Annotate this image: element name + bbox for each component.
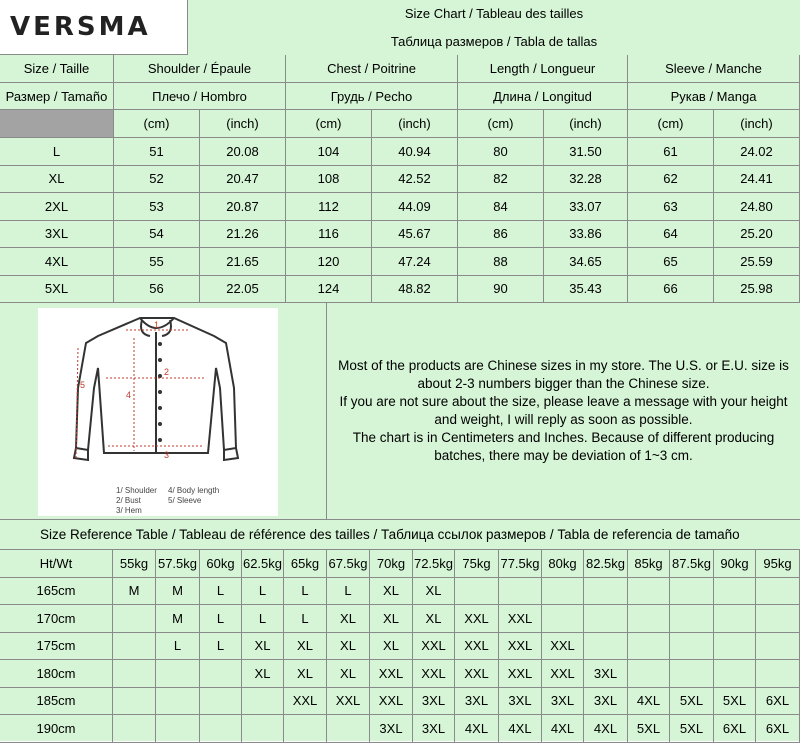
size-recommendation bbox=[327, 715, 370, 743]
size-recommendation: 3XL bbox=[584, 660, 628, 688]
size-recommendation bbox=[113, 605, 156, 633]
note-line: Most of the products are Chinese sizes in my store. The U.S. or E.U. size is bbox=[338, 358, 789, 373]
size-value: 48.82 bbox=[372, 276, 458, 304]
weight-header: 72.5kg bbox=[413, 550, 455, 578]
size-value: 20.87 bbox=[200, 193, 286, 221]
size-value: 66 bbox=[628, 276, 714, 304]
size-recommendation: L bbox=[200, 633, 242, 661]
size-recommendation bbox=[455, 578, 499, 606]
size-recommendation bbox=[756, 605, 800, 633]
size-recommendation: XL bbox=[370, 605, 413, 633]
weight-header: 95kg bbox=[756, 550, 800, 578]
size-recommendation: L bbox=[156, 633, 200, 661]
measure-header: Shoulder / Épaule bbox=[114, 55, 286, 83]
size-value: 47.24 bbox=[372, 248, 458, 276]
size-recommendation: 3XL bbox=[499, 688, 542, 716]
note-line: batches, there may be deviation of 1~3 cm. bbox=[434, 448, 693, 463]
brand-logo: VERSMA bbox=[0, 0, 188, 55]
size-recommendation: 6XL bbox=[756, 715, 800, 743]
size-recommendation: 5XL bbox=[670, 715, 714, 743]
size-recommendation: L bbox=[200, 578, 242, 606]
size-recommendation: XL bbox=[327, 660, 370, 688]
weight-header: 65kg bbox=[284, 550, 327, 578]
size-recommendation: XXL bbox=[542, 660, 584, 688]
size-value: 44.09 bbox=[372, 193, 458, 221]
size-value: 61 bbox=[628, 138, 714, 166]
grey-cell bbox=[0, 110, 114, 138]
size-label: 2XL bbox=[0, 193, 114, 221]
weight-header: 55kg bbox=[113, 550, 156, 578]
size-label: 3XL bbox=[0, 221, 114, 249]
height-label: 170cm bbox=[0, 605, 113, 633]
ht-wt-header: Ht/Wt bbox=[0, 550, 113, 578]
size-recommendation: XXL bbox=[413, 633, 455, 661]
size-value: 54 bbox=[114, 221, 200, 249]
diagram-number-1: 1 bbox=[154, 320, 160, 330]
size-recommendation: XXL bbox=[499, 660, 542, 688]
size-label: 4XL bbox=[0, 248, 114, 276]
size-recommendation bbox=[756, 660, 800, 688]
size-recommendation: XL bbox=[413, 605, 455, 633]
size-header: Size / Taille bbox=[0, 55, 114, 83]
size-value: 112 bbox=[286, 193, 372, 221]
size-recommendation: XXL bbox=[455, 633, 499, 661]
size-recommendation bbox=[628, 660, 670, 688]
size-recommendation: 3XL bbox=[542, 688, 584, 716]
size-recommendation: XXL bbox=[370, 688, 413, 716]
size-value: 53 bbox=[114, 193, 200, 221]
size-recommendation: 4XL bbox=[455, 715, 499, 743]
size-recommendation bbox=[628, 578, 670, 606]
size-value: 88 bbox=[458, 248, 544, 276]
size-value: 56 bbox=[114, 276, 200, 304]
shirt-diagram bbox=[38, 308, 278, 516]
size-recommendation: 6XL bbox=[714, 715, 756, 743]
chart-title bbox=[188, 0, 800, 55]
size-recommendation: 3XL bbox=[413, 715, 455, 743]
title-line-2: Таблица размеров / Tabla de tallas bbox=[390, 34, 598, 49]
size-value: 22.05 bbox=[200, 276, 286, 304]
size-value: 25.59 bbox=[714, 248, 800, 276]
size-recommendation bbox=[113, 660, 156, 688]
size-value: 24.02 bbox=[714, 138, 800, 166]
weight-header: 75kg bbox=[455, 550, 499, 578]
size-recommendation bbox=[542, 605, 584, 633]
weight-header: 70kg bbox=[370, 550, 413, 578]
size-value: 42.52 bbox=[372, 166, 458, 194]
legend-bust: 2/ Bust bbox=[116, 496, 141, 505]
size-recommendation: XXL bbox=[455, 605, 499, 633]
size-recommendation: XL bbox=[284, 660, 327, 688]
size-value: 80 bbox=[458, 138, 544, 166]
size-recommendation: XL bbox=[242, 633, 284, 661]
size-recommendation bbox=[113, 633, 156, 661]
size-recommendation bbox=[584, 633, 628, 661]
size-value: 52 bbox=[114, 166, 200, 194]
height-label: 180cm bbox=[0, 660, 113, 688]
size-recommendation bbox=[584, 605, 628, 633]
size-recommendation: XXL bbox=[455, 660, 499, 688]
unit-cm: (cm) bbox=[286, 110, 372, 138]
size-recommendation: L bbox=[327, 578, 370, 606]
unit-inch: (inch) bbox=[544, 110, 628, 138]
size-value: 21.26 bbox=[200, 221, 286, 249]
size-recommendation bbox=[756, 633, 800, 661]
size-value: 120 bbox=[286, 248, 372, 276]
shirt-diagram-svg bbox=[38, 308, 278, 516]
weight-header: 82.5kg bbox=[584, 550, 628, 578]
size-value: 65 bbox=[628, 248, 714, 276]
size-value: 34.65 bbox=[544, 248, 628, 276]
note-line: The chart is in Centimeters and Inches. Because of different producing bbox=[352, 430, 775, 445]
size-value: 124 bbox=[286, 276, 372, 304]
diagram-number-5: 5 bbox=[80, 380, 86, 390]
size-value: 64 bbox=[628, 221, 714, 249]
size-recommendation: XL bbox=[327, 633, 370, 661]
size-recommendation bbox=[714, 605, 756, 633]
size-value: 33.86 bbox=[544, 221, 628, 249]
size-value: 62 bbox=[628, 166, 714, 194]
size-value: 45.67 bbox=[372, 221, 458, 249]
size-recommendation bbox=[714, 660, 756, 688]
size-recommendation: XL bbox=[370, 578, 413, 606]
size-recommendation bbox=[714, 633, 756, 661]
unit-inch: (inch) bbox=[372, 110, 458, 138]
measure-header: Chest / Poitrine bbox=[286, 55, 458, 83]
size-recommendation: M bbox=[113, 578, 156, 606]
size-recommendation: 5XL bbox=[670, 688, 714, 716]
size-value: 32.28 bbox=[544, 166, 628, 194]
size-recommendation: XXL bbox=[499, 605, 542, 633]
size-recommendation bbox=[628, 633, 670, 661]
size-recommendation bbox=[113, 715, 156, 743]
size-value: 116 bbox=[286, 221, 372, 249]
size-recommendation bbox=[670, 578, 714, 606]
size-recommendation: XL bbox=[370, 633, 413, 661]
size-value: 63 bbox=[628, 193, 714, 221]
diagram-number-4: 4 bbox=[126, 390, 132, 400]
size-recommendation: 5XL bbox=[714, 688, 756, 716]
size-value: 20.08 bbox=[200, 138, 286, 166]
size-recommendation: M bbox=[156, 605, 200, 633]
diagram-number-2: 2 bbox=[164, 367, 170, 377]
size-recommendation bbox=[113, 688, 156, 716]
unit-inch: (inch) bbox=[714, 110, 800, 138]
size-recommendation: 3XL bbox=[455, 688, 499, 716]
size-recommendation bbox=[756, 578, 800, 606]
size-value: 55 bbox=[114, 248, 200, 276]
height-label: 190cm bbox=[0, 715, 113, 743]
size-recommendation: 4XL bbox=[499, 715, 542, 743]
legend-body-length: 4/ Body length bbox=[168, 486, 220, 495]
size-recommendation: 4XL bbox=[584, 715, 628, 743]
size-recommendation bbox=[670, 660, 714, 688]
size-recommendation bbox=[670, 605, 714, 633]
size-recommendation bbox=[499, 578, 542, 606]
size-value: 84 bbox=[458, 193, 544, 221]
diagram-number-3: 3 bbox=[164, 450, 170, 460]
size-recommendation: M bbox=[156, 578, 200, 606]
legend-shoulder: 1/ Shoulder bbox=[116, 486, 157, 495]
unit-cm: (cm) bbox=[628, 110, 714, 138]
size-recommendation bbox=[200, 660, 242, 688]
weight-header: 77.5kg bbox=[499, 550, 542, 578]
size-note bbox=[327, 303, 800, 520]
size-value: 86 bbox=[458, 221, 544, 249]
weight-header: 57.5kg bbox=[156, 550, 200, 578]
size-value: 40.94 bbox=[372, 138, 458, 166]
legend-hem: 3/ Hem bbox=[116, 506, 142, 515]
size-recommendation: XL bbox=[284, 633, 327, 661]
unit-cm: (cm) bbox=[458, 110, 544, 138]
unit-inch: (inch) bbox=[200, 110, 286, 138]
note-line: about 2-3 numbers bigger than the Chinese size. bbox=[417, 376, 710, 391]
weight-header: 67.5kg bbox=[327, 550, 370, 578]
size-recommendation bbox=[200, 715, 242, 743]
size-value: 104 bbox=[286, 138, 372, 166]
size-value: 25.98 bbox=[714, 276, 800, 304]
size-recommendation: XXL bbox=[413, 660, 455, 688]
weight-header: 85kg bbox=[628, 550, 670, 578]
size-recommendation bbox=[156, 715, 200, 743]
measure-header: Sleeve / Manche bbox=[628, 55, 800, 83]
size-recommendation bbox=[156, 660, 200, 688]
size-recommendation bbox=[242, 715, 284, 743]
size-value: 51 bbox=[114, 138, 200, 166]
size-recommendation: 4XL bbox=[628, 688, 670, 716]
size-recommendation bbox=[242, 688, 284, 716]
size-recommendation bbox=[714, 578, 756, 606]
reference-table-title: Size Reference Table / Tableau de référence des tailles / Таблица ссылок размеров / Tabla de referencia de tamaño bbox=[0, 520, 800, 550]
size-recommendation: XL bbox=[413, 578, 455, 606]
size-recommendation bbox=[156, 688, 200, 716]
height-label: 165cm bbox=[0, 578, 113, 606]
size-recommendation: XXL bbox=[542, 633, 584, 661]
size-label: XL bbox=[0, 166, 114, 194]
size-value: 24.41 bbox=[714, 166, 800, 194]
size-recommendation: XL bbox=[327, 605, 370, 633]
size-recommendation: XXL bbox=[499, 633, 542, 661]
size-recommendation bbox=[284, 715, 327, 743]
size-value: 33.07 bbox=[544, 193, 628, 221]
size-value: 20.47 bbox=[200, 166, 286, 194]
size-value: 31.50 bbox=[544, 138, 628, 166]
size-recommendation: XXL bbox=[327, 688, 370, 716]
size-label: L bbox=[0, 138, 114, 166]
weight-header: 87.5kg bbox=[670, 550, 714, 578]
weight-header: 60kg bbox=[200, 550, 242, 578]
size-recommendation: XXL bbox=[370, 660, 413, 688]
title-line-1: Size Chart / Tableau des tailles bbox=[404, 6, 584, 21]
size-recommendation: L bbox=[284, 578, 327, 606]
weight-header: 80kg bbox=[542, 550, 584, 578]
size-recommendation: 5XL bbox=[628, 715, 670, 743]
size-recommendation: XL bbox=[242, 660, 284, 688]
size-recommendation: XXL bbox=[284, 688, 327, 716]
size-value: 24.80 bbox=[714, 193, 800, 221]
size-recommendation: 3XL bbox=[370, 715, 413, 743]
size-recommendation: L bbox=[242, 578, 284, 606]
measure-header: Length / Longueur bbox=[458, 55, 628, 83]
size-recommendation: 4XL bbox=[542, 715, 584, 743]
size-value: 35.43 bbox=[544, 276, 628, 304]
size-recommendation: 3XL bbox=[413, 688, 455, 716]
size-recommendation bbox=[584, 578, 628, 606]
size-recommendation: L bbox=[200, 605, 242, 633]
legend-sleeve: 5/ Sleeve bbox=[168, 496, 202, 505]
height-label: 185cm bbox=[0, 688, 113, 716]
size-value: 90 bbox=[458, 276, 544, 304]
size-recommendation bbox=[670, 633, 714, 661]
size-recommendation: 6XL bbox=[756, 688, 800, 716]
note-line: and weight, I will reply as soon as possible. bbox=[434, 412, 693, 427]
size-recommendation bbox=[628, 605, 670, 633]
weight-header: 90kg bbox=[714, 550, 756, 578]
size-recommendation: 3XL bbox=[584, 688, 628, 716]
note-line: If you are not sure about the size, please leave a message with your height bbox=[339, 394, 788, 409]
size-value: 25.20 bbox=[714, 221, 800, 249]
size-value: 82 bbox=[458, 166, 544, 194]
size-recommendation bbox=[542, 578, 584, 606]
height-label: 175cm bbox=[0, 633, 113, 661]
measure-header: Грудь / Pecho bbox=[286, 83, 458, 110]
measure-header: Длина / Longitud bbox=[458, 83, 628, 110]
unit-cm: (cm) bbox=[114, 110, 200, 138]
measure-header: Плечо / Hombro bbox=[114, 83, 286, 110]
size-value: 21.65 bbox=[200, 248, 286, 276]
measure-header: Рукав / Manga bbox=[628, 83, 800, 110]
weight-header: 62.5kg bbox=[242, 550, 284, 578]
size-header: Размер / Tamaño bbox=[0, 83, 114, 110]
size-recommendation bbox=[200, 688, 242, 716]
size-value: 108 bbox=[286, 166, 372, 194]
size-label: 5XL bbox=[0, 276, 114, 304]
size-recommendation: L bbox=[242, 605, 284, 633]
size-recommendation: L bbox=[284, 605, 327, 633]
